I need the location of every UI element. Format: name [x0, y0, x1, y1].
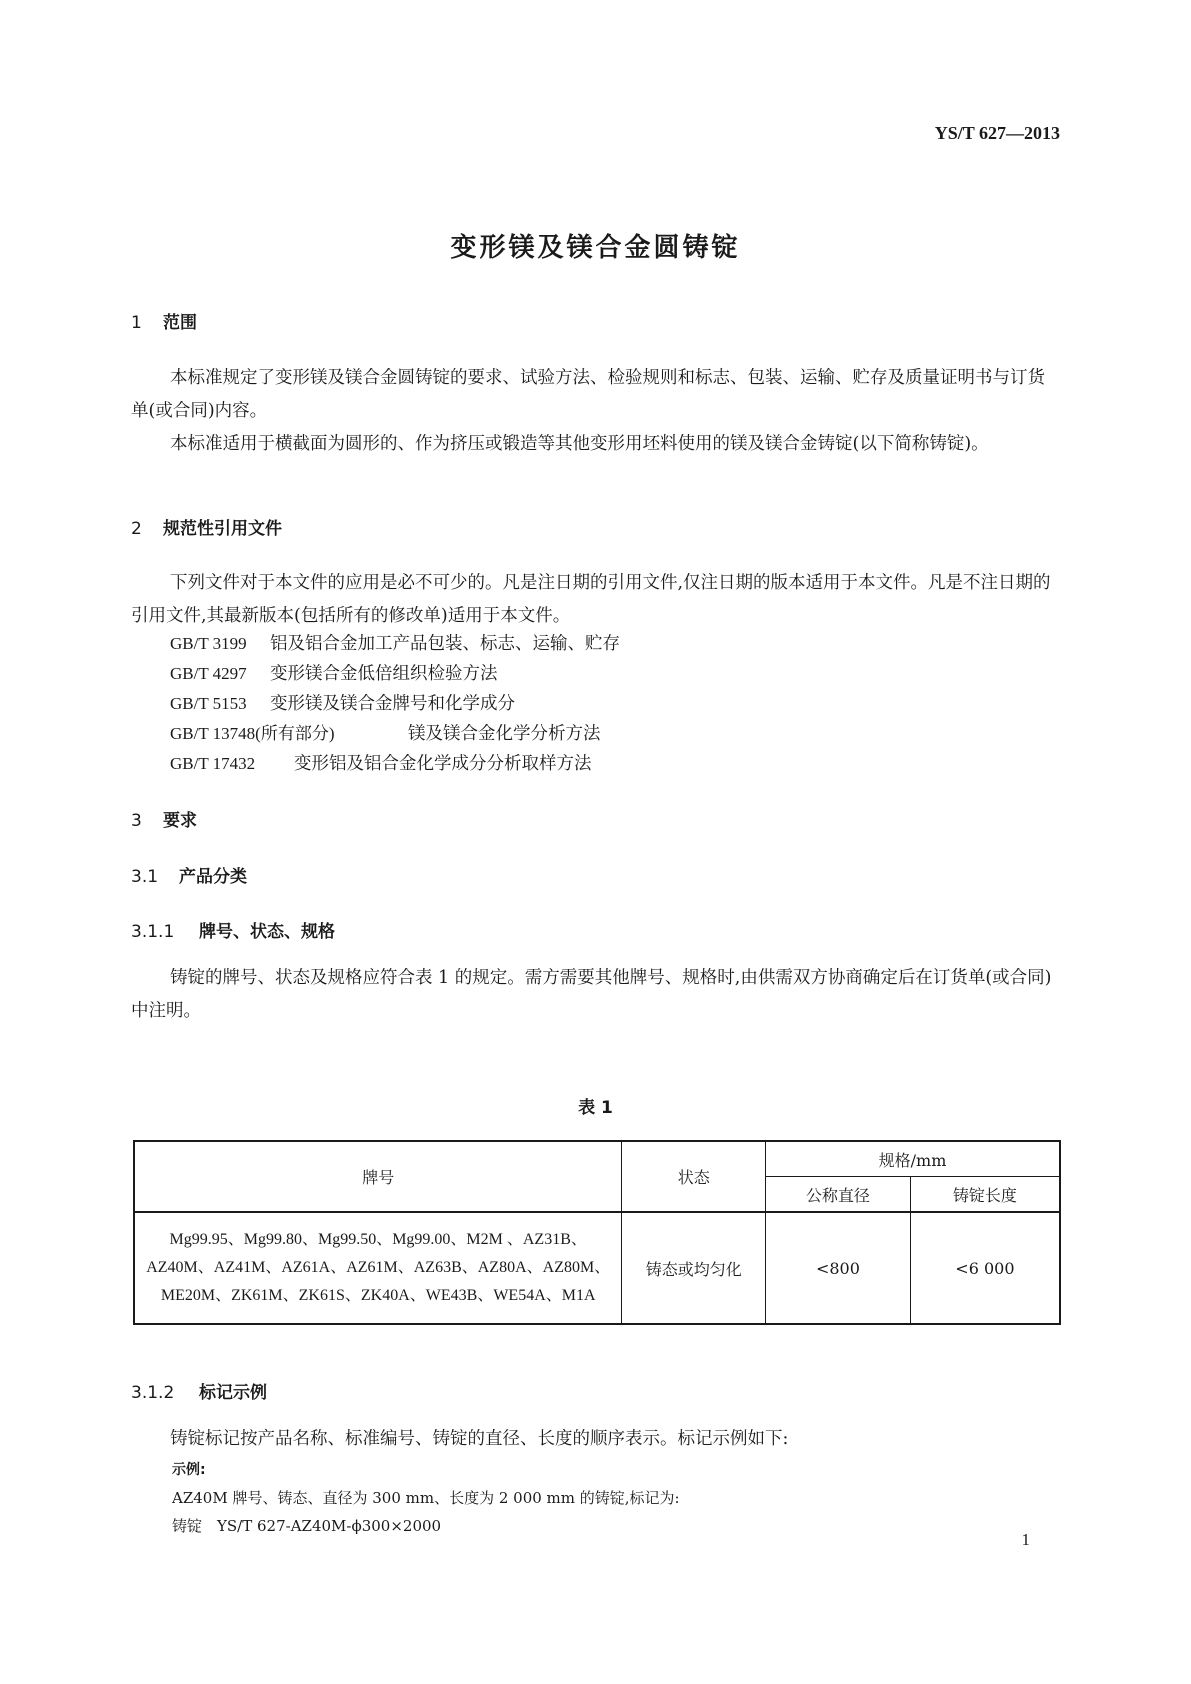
section-title: 规范性引用文件 — [163, 519, 282, 539]
example-line: 铸锭 YS/T 627-AZ40M-ϕ300×2000 — [172, 1517, 442, 1535]
reference-code: GB/T 5153 — [170, 694, 247, 713]
example-label: 示例: — [172, 1462, 206, 1478]
table-header-row — [134, 1141, 1060, 1177]
section-number: 3.1.2 — [131, 1383, 175, 1403]
standard-number: YS/T 627—2013 — [934, 123, 1060, 143]
paragraph: 下列文件对于本文件的应用是必不可少的。凡是注日期的引用文件,仅注日期的版本适用于本文件。凡是不注日期的引用文件,其最新版本(包括所有的修改单)适用于本文件。 — [131, 573, 1051, 626]
reference-item — [170, 719, 620, 749]
paragraph: 本标准规定了变形镁及镁合金圆铸锭的要求、试验方法、检验规则和标志、包装、运输、贮存及质量证明书与订货单(或合同)内容。 — [131, 368, 1045, 421]
reference-title: 变形铝及铝合金化学成分分析取样方法 — [294, 754, 592, 774]
example-line: AZ40M 牌号、铸态、直径为 300 mm、长度为 2 000 mm 的铸锭,标记为: — [172, 1489, 680, 1507]
reference-item — [170, 659, 620, 689]
header-diameter: 公称直径 — [766, 1177, 911, 1213]
reference-code: GB/T 13748(所有部分) — [170, 724, 335, 743]
header-grade: 牌号 — [134, 1141, 622, 1212]
section-3-1-1-body — [131, 962, 1061, 1028]
grades-line: ME20M、ZK61M、ZK61S、ZK40A、WE43B、WE54A、M1A — [160, 1287, 596, 1304]
section-title: 要求 — [163, 811, 197, 831]
cell-grades — [134, 1212, 622, 1324]
cell-diameter: <800 — [766, 1212, 911, 1324]
table-1-caption: 表 1 — [578, 1098, 613, 1118]
section-title: 产品分类 — [179, 867, 247, 887]
section-number: 3.1 — [131, 867, 159, 887]
paragraph: 铸锭标记按产品名称、标准编号、铸锭的直径、长度的顺序表示。标记示例如下: — [170, 1429, 789, 1449]
cell-length: <6 000 — [910, 1212, 1060, 1324]
table-1 — [133, 1140, 1061, 1325]
section-2-heading — [131, 514, 282, 539]
marking-example — [172, 1456, 680, 1540]
section-3-1-1-heading — [131, 917, 335, 942]
section-number: 3 — [131, 811, 142, 831]
normative-reference-list — [170, 629, 620, 779]
reference-item — [170, 749, 620, 779]
section-title: 标记示例 — [199, 1383, 267, 1403]
reference-code: GB/T 3199 — [170, 634, 247, 653]
reference-item — [170, 629, 620, 659]
grades-line: AZ40M、AZ41M、AZ61A、AZ61M、AZ63B、AZ80A、AZ80M、 — [146, 1259, 611, 1276]
grades-line: Mg99.95、Mg99.80、Mg99.50、Mg99.00、M2M 、AZ31B、 — [169, 1231, 587, 1248]
paragraph: 铸锭的牌号、状态及规格应符合表 1 的规定。需方需要其他牌号、规格时,由供需双方协商确定后在订货单(或合同)中注明。 — [131, 968, 1052, 1021]
reference-title: 镁及镁合金化学分析方法 — [408, 724, 601, 744]
section-number: 1 — [131, 313, 142, 333]
section-1-body — [131, 362, 1061, 461]
page-number: 1 — [1021, 1530, 1030, 1549]
table-row — [134, 1212, 1060, 1324]
section-number: 2 — [131, 519, 142, 539]
reference-code: GB/T 4297 — [170, 664, 247, 683]
document-title: 变形镁及镁合金圆铸锭 — [450, 233, 741, 263]
section-3-1-2-heading — [131, 1378, 267, 1403]
paragraph: 本标准适用于横截面为圆形的、作为挤压或锻造等其他变形用坯料使用的镁及镁合金铸锭(以下简称铸锭)。 — [170, 434, 989, 454]
reference-title: 铝及铝合金加工产品包装、标志、运输、贮存 — [270, 634, 620, 654]
section-title: 范围 — [163, 313, 197, 333]
section-number: 3.1.1 — [131, 922, 175, 942]
section-2-intro — [131, 567, 1061, 633]
header-spec: 规格/mm — [766, 1141, 1060, 1177]
section-title: 牌号、状态、规格 — [199, 922, 335, 942]
section-3-1-heading — [131, 862, 247, 887]
reference-code: GB/T 17432 — [170, 754, 256, 773]
section-3-heading — [131, 806, 197, 831]
reference-title: 变形镁及镁合金牌号和化学成分 — [270, 694, 515, 714]
section-3-1-2-body — [131, 1423, 1061, 1456]
reference-item — [170, 689, 620, 719]
section-1-heading — [131, 308, 197, 333]
cell-temper: 铸态或均匀化 — [622, 1212, 766, 1324]
header-temper: 状态 — [622, 1141, 766, 1212]
reference-title: 变形镁合金低倍组织检验方法 — [270, 664, 498, 684]
header-length: 铸锭长度 — [910, 1177, 1060, 1213]
